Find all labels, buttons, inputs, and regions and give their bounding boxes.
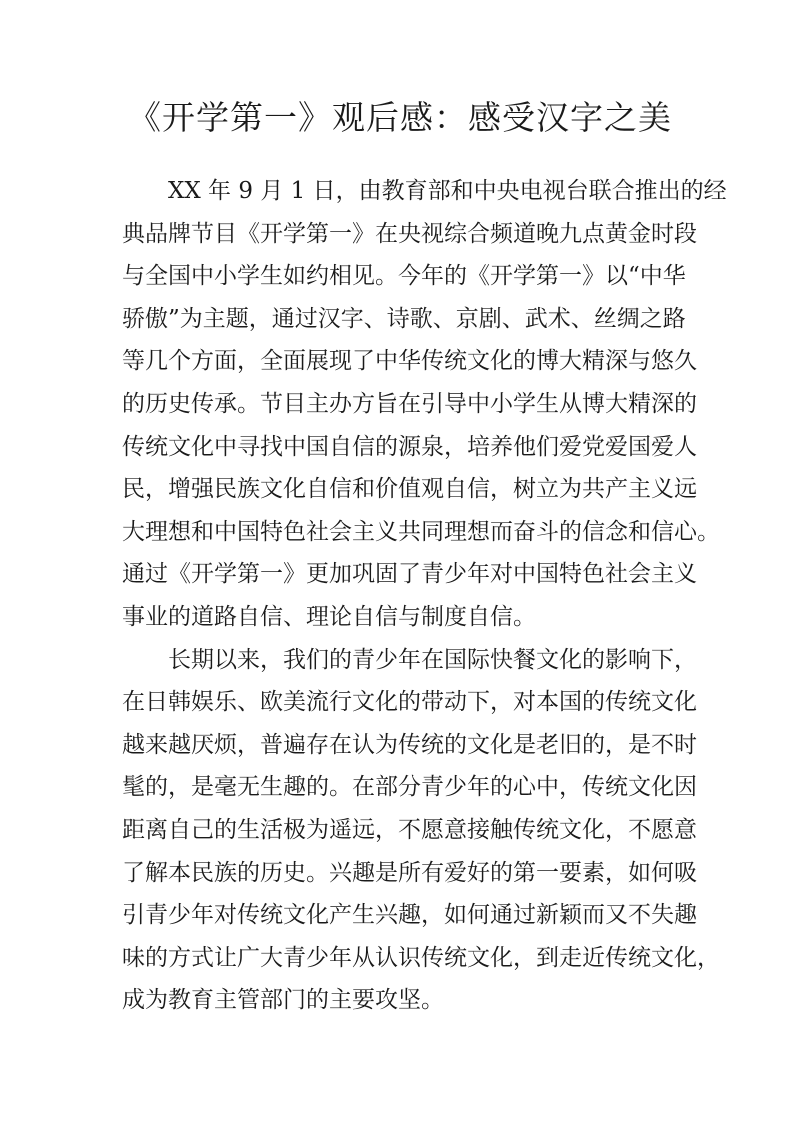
text-line: 等几个方面，全面展现了中华传统文化的博大精深与悠久 [122, 348, 697, 375]
text-line: 引青少年对传统文化产生兴趣，如何通过新颖而又不失趣 [122, 902, 697, 929]
text-line: 长期以来，我们的青少年在国际快餐文化的影响下， [168, 646, 697, 673]
document-body [122, 170, 727, 1022]
text-line: 味的方式让广大青少年从认识传统文化，到走近传统文化， [122, 944, 720, 971]
text-line: XX 年 9 月 1 日，由教育部和中央电视台联合推出的经 [168, 178, 727, 204]
text-line: 民，增强民族文化自信和价值观自信，树立为共产主义远 [122, 476, 697, 503]
text-line: 成为教育主管部门的主要攻坚。 [122, 987, 444, 1014]
text-line: 传统文化中寻找中国自信的源泉，培养他们爱党爱国爱人 [122, 433, 697, 460]
text-line: 骄傲”为主题，通过汉字、诗歌、京剧、武术、丝绸之路 [122, 305, 686, 332]
text-line: 的历史传承。节目主办方旨在引导中小学生从博大精深的 [122, 390, 697, 417]
text-line: 事业的道路自信、理论自信与制度自信。 [122, 603, 536, 630]
text-line: 与全国中小学生如约相见。今年的《开学第一》以“中华 [122, 263, 686, 290]
text-line: 通过《开学第一》更加巩固了青少年对中国特色社会主义 [122, 561, 697, 588]
text-line: 大理想和中国特色社会主义共同理想而奋斗的信念和信心。 [122, 518, 720, 545]
text-line: 距离自己的生活极为遥远，不愿意接触传统文化，不愿意 [122, 816, 697, 843]
text-line: 在日韩娱乐、欧美流行文化的带动下，对本国的传统文化 [122, 689, 697, 716]
paragraph-1 [122, 170, 727, 639]
document-title: 《开学第一》观后感：感受汉字之美 [128, 98, 672, 137]
text-line: 髦的，是毫无生趣的。在部分青少年的心中，传统文化因 [122, 774, 697, 801]
text-line: 典品牌节目《开学第一》在央视综合频道晚九点黄金时段 [122, 220, 697, 247]
paragraph-2 [122, 639, 720, 1022]
text-line: 越来越厌烦，普遍存在认为传统的文化是老旧的，是不时 [122, 731, 697, 758]
text-line: 了解本民族的历史。兴趣是所有爱好的第一要素，如何吸 [122, 859, 697, 886]
